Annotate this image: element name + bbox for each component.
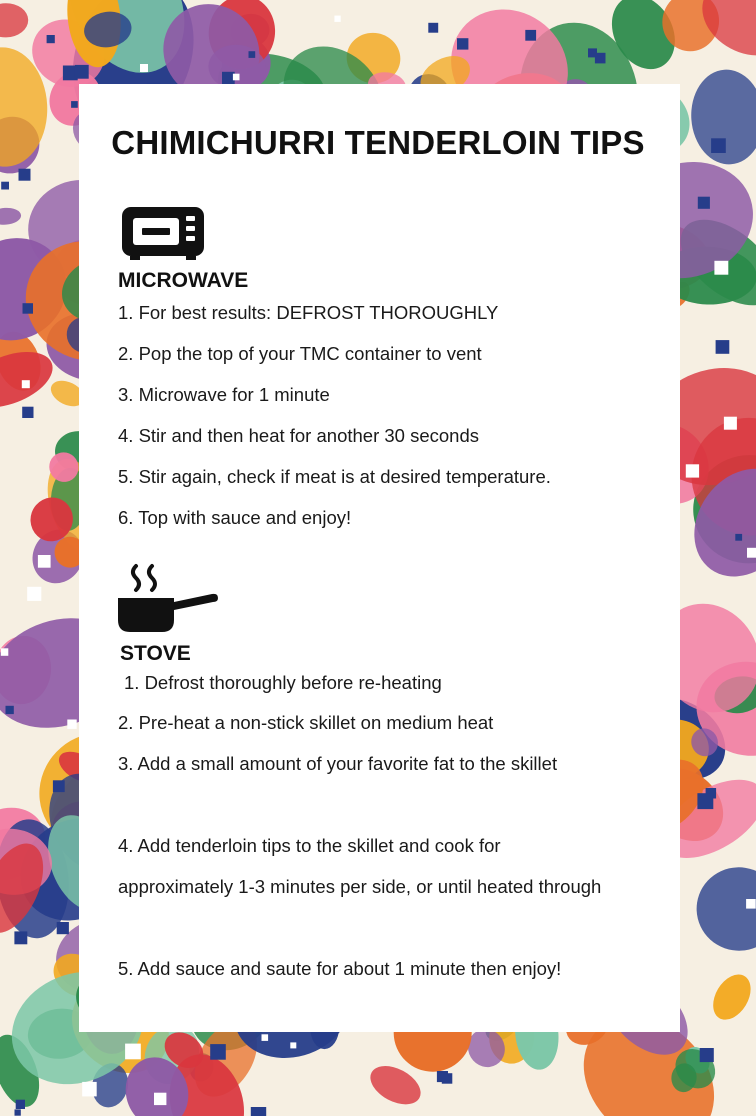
pattern-pixel — [724, 417, 737, 430]
pattern-pixel — [38, 555, 51, 568]
pattern-pixel — [71, 101, 78, 108]
pattern-blob — [691, 861, 756, 957]
pattern-pixel — [16, 1100, 25, 1109]
pattern-pixel — [125, 1044, 141, 1060]
microwave-step: 6. Top with sauce and enjoy! — [118, 507, 352, 528]
pattern-pixel — [19, 169, 31, 181]
pattern-pixel — [290, 1042, 296, 1048]
pattern-pixel — [686, 464, 699, 477]
page-title: CHIMICHURRI TENDERLOIN TIPS — [111, 124, 645, 161]
pattern-pixel — [525, 30, 536, 41]
microwave-step: 1. For best results: DEFROST THOROUGHLY — [118, 302, 499, 323]
stove-heading: STOVE — [120, 642, 191, 665]
pattern-pixel — [1, 648, 9, 656]
pattern-pixel — [700, 1048, 714, 1062]
pattern-pixel — [233, 74, 240, 81]
pattern-pixel — [251, 1107, 266, 1116]
microwave-icon — [120, 205, 206, 261]
pattern-pixel — [428, 23, 438, 33]
microwave-step: 5. Stir again, check if meat is at desired temperature. — [118, 466, 551, 487]
pattern-blob — [0, 3, 28, 38]
pattern-pixel — [14, 931, 27, 944]
pattern-pixel — [154, 1093, 166, 1105]
pattern-pixel — [53, 780, 65, 792]
pattern-pixel — [23, 303, 34, 314]
pattern-pixel — [262, 1034, 269, 1041]
pattern-pixel — [67, 720, 76, 729]
pattern-pixel — [222, 72, 235, 85]
pattern-pixel — [698, 197, 710, 209]
pattern-pixel — [140, 64, 148, 72]
pattern-pixel — [714, 261, 728, 275]
stove-step: 3. Add a small amount of your favorite fat to the skillet — [118, 753, 558, 774]
pattern-pixel — [735, 534, 742, 541]
pattern-pixel — [746, 899, 756, 909]
pattern-pixel — [249, 51, 256, 58]
pattern-pixel — [15, 1109, 21, 1115]
pattern-pixel — [210, 1044, 226, 1060]
pattern-pixel — [22, 380, 30, 388]
pattern-pixel — [22, 407, 33, 418]
pattern-blob — [705, 968, 756, 1027]
pattern-pixel — [334, 16, 340, 22]
microwave-heading: MICROWAVE — [118, 269, 249, 292]
stove-step: 4. Add tenderloin tips to the skillet and cook for approximately 1-3 minutes per side, or until heated through — [118, 835, 602, 897]
pattern-pixel — [57, 922, 69, 934]
pattern-pixel — [716, 340, 730, 354]
pattern-pixel — [1, 182, 9, 190]
pattern-pixel — [588, 48, 597, 57]
pattern-pixel — [747, 548, 756, 558]
pattern-pixel — [75, 65, 89, 79]
pattern-pixel — [6, 706, 14, 714]
pattern-blob — [0, 207, 22, 226]
pattern-pixel — [47, 35, 55, 43]
pan-icon — [116, 562, 220, 634]
stove-step: 2. Pre-heat a non-stick skillet on medium heat — [118, 712, 494, 733]
microwave-step: 2. Pop the top of your TMC container to vent — [118, 343, 482, 364]
stove-step: 1. Defrost thoroughly before re-heating — [124, 672, 442, 693]
pattern-pixel — [437, 1071, 448, 1082]
pattern-pixel — [457, 38, 468, 49]
pattern-pixel — [697, 793, 713, 809]
microwave-step: 3. Microwave for 1 minute — [118, 384, 330, 405]
pattern-pixel — [82, 1082, 97, 1097]
stove-step: 5. Add sauce and saute for about 1 minute then enjoy! — [118, 958, 562, 979]
microwave-step: 4. Stir and then heat for another 30 seconds — [118, 425, 479, 446]
pattern-pixel — [27, 587, 41, 601]
